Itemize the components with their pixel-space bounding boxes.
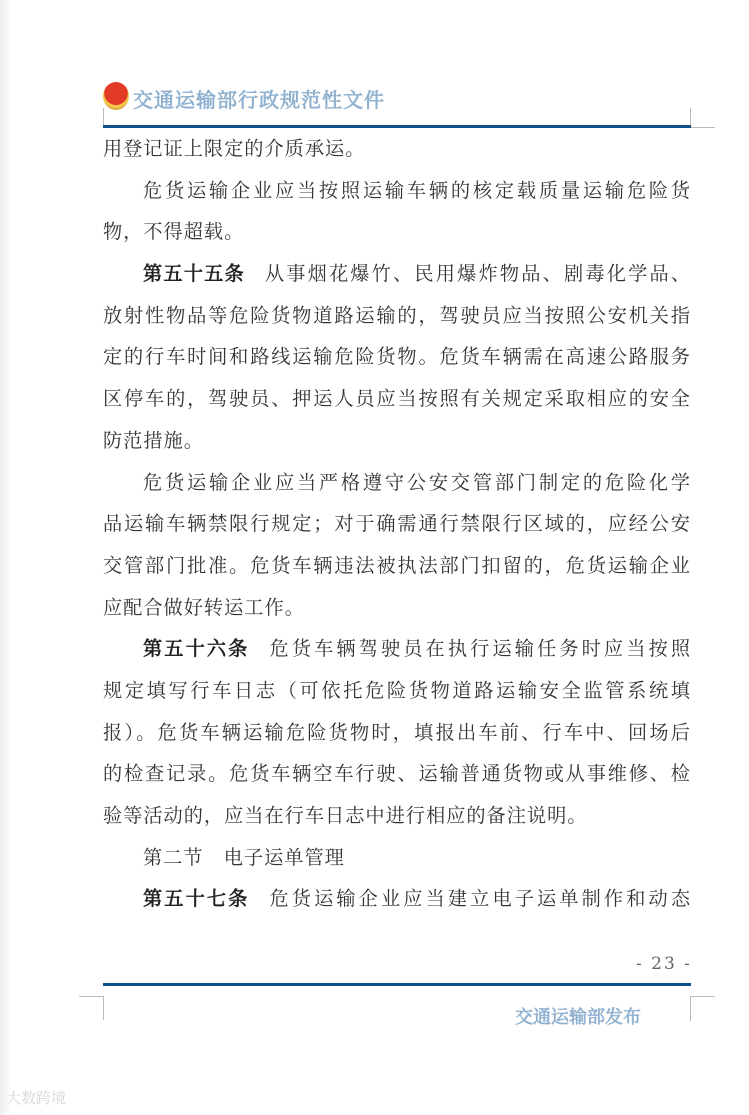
line-text: 的检查记录。危货车辆空车行驶、运输普通货物或从事维修、检 — [103, 762, 691, 786]
line-text: 报）。危货车辆运输危险货物时，填报出车前、行车中、回场后 — [103, 720, 691, 744]
line-text: 交管部门批准。危货车辆违法被执法部门扣留的，危货运输企业 — [103, 553, 691, 577]
text-line — [103, 259, 691, 301]
line-text: 应配合做好转运工作。 — [103, 595, 305, 619]
text-line — [103, 884, 691, 926]
article-heading: 第五十五条 — [143, 262, 245, 286]
line-text: 验等活动的，应当在行车日志中进行相应的备注说明。 — [103, 804, 588, 827]
line-text: 用登记证上限定的介质承运。 — [103, 137, 366, 160]
footer-corner-left — [103, 996, 104, 1020]
text-line — [103, 384, 691, 426]
text-line — [103, 551, 691, 593]
article-heading: 第五十七条 — [143, 887, 250, 911]
text-line — [103, 301, 691, 343]
article-heading: 第五十六条 — [143, 637, 250, 661]
line-text: 第二节 电子运单管理 — [143, 845, 345, 869]
text-line — [103, 509, 691, 551]
line-text: 防范措施。 — [103, 428, 204, 452]
footer-corner-right — [690, 996, 715, 1021]
text-line — [103, 718, 691, 760]
line-text: 定的行车时间和路线运输危险货物。危货车辆需在高速公路服务 — [103, 345, 691, 369]
watermark: 大数跨境 — [6, 1089, 67, 1107]
footer-corner-left-h — [79, 996, 103, 997]
text-line — [103, 593, 691, 635]
page-edge-shadow — [0, 0, 12, 1115]
line-text: 物，不得超载。 — [103, 220, 245, 244]
national-emblem-icon — [103, 82, 129, 110]
text-line — [103, 801, 691, 843]
text-line — [103, 134, 691, 176]
text-line — [103, 217, 691, 259]
text-line — [103, 342, 691, 384]
footer-rule — [103, 983, 691, 986]
header-rule — [103, 125, 691, 128]
line-text: 区停车的，驾驶员、押运人员应当按照有关规定采取相应的安全 — [103, 387, 691, 411]
header-title: 交通运输部行政规范性文件 — [133, 88, 385, 112]
line-text: 危货运输企业应当按照运输车辆的核定载质量运输危险货 — [143, 178, 691, 202]
footer-publisher: 交通运输部发布 — [515, 1007, 641, 1028]
document-body — [103, 134, 691, 926]
header-corner-right-h — [690, 127, 715, 128]
page-number: - 23 - — [636, 954, 692, 974]
text-line — [103, 426, 691, 468]
text-line — [103, 634, 691, 676]
line-text: 规定填写行车日志（可依托危险货物道路运输安全监管系统填 — [103, 678, 691, 702]
text-line — [103, 759, 691, 801]
text-line — [103, 468, 691, 510]
text-line — [103, 843, 691, 885]
line-text: 从事烟花爆竹、民用爆炸物品、剧毒化学品、 — [264, 262, 691, 286]
line-text: 品运输车辆禁限行规定；对于确需通行禁限行区域的，应经公安 — [103, 512, 691, 536]
text-line — [103, 176, 691, 218]
line-text: 危货运输企业应当严格遵守公安交管部门制定的危险化学 — [143, 470, 691, 494]
line-text: 放射性物品等危险货物道路运输的，驾驶员应当按照公安机关指 — [103, 303, 691, 327]
line-text: 危货车辆驾驶员在执行运输任务时应当按照 — [269, 637, 691, 661]
text-line — [103, 676, 691, 718]
line-text: 危货运输企业应当建立电子运单制作和动态 — [269, 887, 691, 911]
